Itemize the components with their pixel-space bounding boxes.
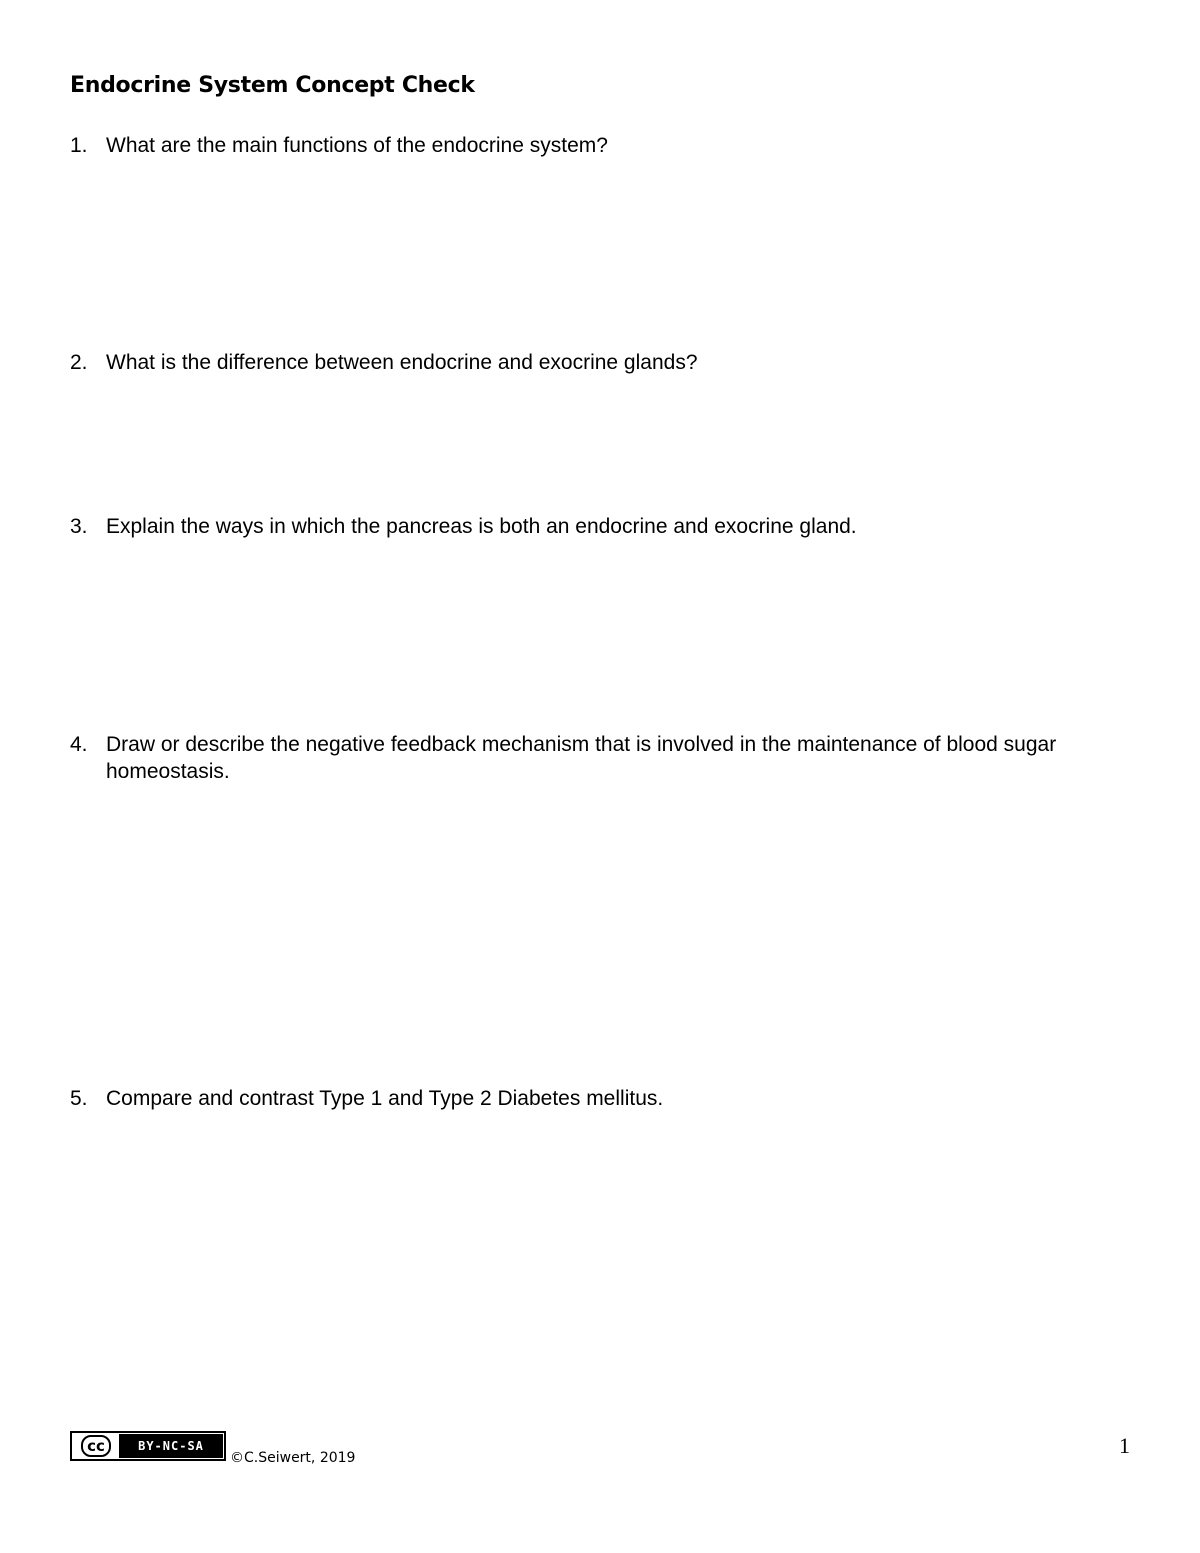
question-number: 5. — [70, 1087, 88, 1110]
question-number: 4. — [70, 733, 88, 756]
question-text: Compare and contrast Type 1 and Type 2 Diabetes mellitus. — [106, 1087, 664, 1110]
question-number: 2. — [70, 351, 88, 374]
question-item — [70, 1085, 1130, 1112]
question-item — [70, 132, 1130, 159]
license-terms: BY-NC-SA — [119, 1434, 223, 1458]
question-text: Explain the ways in which the pancreas is both an endocrine and exocrine gland. — [106, 515, 857, 538]
question-text: Draw or describe the negative feedback mechanism that is involved in the maintenance of blood sugar homeostasis. — [106, 733, 1057, 783]
cc-label: cc — [81, 1435, 111, 1457]
question-number: 3. — [70, 515, 88, 538]
question-item — [70, 731, 1130, 785]
page-title: Endocrine System Concept Check — [70, 73, 475, 98]
copyright-notice: ©C.Seiwert, 2019 — [230, 1450, 356, 1466]
question-item — [70, 513, 1130, 540]
question-text: What is the difference between endocrine and exocrine glands? — [106, 351, 698, 374]
cc-license-badge — [70, 1431, 226, 1461]
question-number: 1. — [70, 134, 88, 157]
page-number: 1 — [1119, 1433, 1130, 1458]
cc-icon — [73, 1434, 119, 1458]
question-text: What are the main functions of the endocrine system? — [106, 134, 608, 157]
question-item — [70, 349, 1130, 376]
